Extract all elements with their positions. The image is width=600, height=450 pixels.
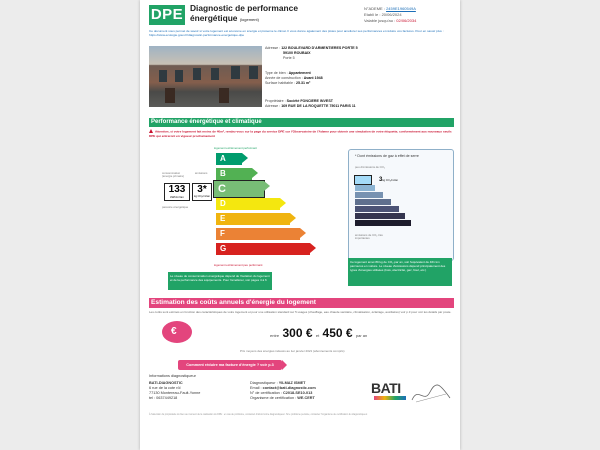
ges-value-box (192, 183, 212, 201)
passoire-label: passoire énergétique (162, 205, 189, 209)
ges-panel (348, 149, 454, 261)
ges-class-g (355, 220, 411, 226)
title-line-2: énergétique (190, 12, 238, 23)
price-note: Prix moyens des énergies indexés au 1er janvier 2021 (abonnements compris) (240, 349, 345, 353)
address-line-2: 59100 ROUBAIX (283, 50, 311, 55)
energy-unit: kWh/m²/an (170, 195, 184, 199)
performance-section-title: Performance énergétique et climatique (149, 118, 454, 127)
emissions-label: émissions (195, 171, 208, 175)
ges-class-c (355, 192, 383, 198)
energy-value-box (164, 183, 190, 201)
document-title (190, 4, 298, 24)
ges-high-label: émissions de CO₂ très importantes (355, 233, 383, 241)
piggy-bank-icon: € (162, 321, 192, 343)
costs-description: Les coûts sont estimés en fonction des caractéristiques de votre logement et pour une utilisation standard sur 5 usages (chauffage, eau chaude sanitaire, climatisation, éclairage, auxiliaires) voir p.3 pour voir les détails par poste. (149, 310, 452, 314)
legal-notice: À l'attention du propriétaire du bien au moment de la réalisation du DPE : en cas de problème, contactez d'abord votre diagnostiqueur. Si le problème persiste, contactez l'organisme de certification du diagnostiqueur. (149, 414, 368, 416)
annual-cost-range: entre 300 € et 450 € par an (270, 326, 368, 340)
ges-low-label: peu d'émissions de CO₂ (355, 165, 385, 169)
established-date: Etabli le : 20/06/2024 (364, 12, 402, 17)
ges-number: 3kg CO₂/m²/an (379, 177, 399, 183)
ademe-link[interactable]: 2459E1960549A (386, 6, 416, 11)
owner-block: Propriétaire : Société FONCIERE INVEST Adresse : 169 RUE DE LA ROQUETTE 75011 PARIS 11 (265, 99, 356, 108)
diagnostician-section-label: Informations diagnostiqueur (149, 374, 196, 378)
emissions-note: Ce logement émet 89 kg de CO₂ par an, soit l'équivalent de 461 km parcourus en voiture. Le niveau d'émissions dépend principalement des types d'énergies utilisées (bois, électricité, gaz, fioul, etc.) (348, 258, 452, 286)
ges-class-a (355, 176, 371, 184)
energy-class-letter: B (220, 169, 226, 178)
title-suffix: (logement) (239, 16, 259, 22)
energy-class-g (216, 243, 310, 255)
energy-class-letter: G (220, 244, 227, 253)
size-alert: Attention, si votre logement fait moins de 40m², rendez-vous sur la page du service DPE sur l'Observatoire de l'Ademe pour obtenir une simulation de votre étiquette, conformément aux nouveaux seuils DPE qui entreront en vigueur prochainement (149, 129, 452, 138)
energy-class-f (216, 228, 300, 240)
diagnostician-email[interactable]: contact@bati-diagnostic.com (262, 385, 316, 390)
energy-class-letter: C (218, 183, 226, 195)
valid-until-date: Valable jusqu'au : 02/06/2034 (364, 18, 417, 23)
reduce-bill-link[interactable]: Comment réduire ma facture d'énergie ? voir p.3 (178, 360, 282, 370)
dpe-logo: DPE (150, 6, 184, 23)
ges-panel-title: * Dont émissions de gaz à effet de serre (355, 154, 419, 158)
dpe-document (140, 0, 460, 450)
energy-class-letter: A (220, 154, 226, 163)
address-line-3: Porte 5 (283, 55, 295, 60)
energy-value: 133 (168, 184, 186, 195)
ges-unit: kg CO₂/m²/an (194, 195, 210, 198)
ges-class-f (355, 213, 405, 219)
property-details: Type de bien : Appartement Année de construction : Avant 1948 Surface habitable : 25.31 m² (265, 71, 323, 85)
intro-text: Ce document vous permet de savoir si votre logement est économe en énergie et préserve le climat. Il vous donne également des pistes pour améliorer ses performances et réduire vos factures. Pour en savoir plus : https://www.ecologie.gouv.fr/diagnostic-performance-energetique-dpe (149, 29, 444, 38)
top-scale-label: logement extrêmement performant (214, 146, 257, 150)
ademe-number: N°ADEME : 2459E1960549A (364, 6, 416, 11)
energy-class-letter: F (220, 229, 225, 238)
bati-logo-stripe (374, 396, 406, 400)
energy-class-d (216, 198, 280, 210)
property-photo (149, 46, 262, 107)
title-line-1: Diagnostic de performance (190, 3, 298, 13)
signature-image (410, 380, 452, 406)
energy-class-e (216, 213, 290, 225)
energy-class-c (214, 181, 264, 197)
energy-class-b (216, 168, 252, 180)
costs-section-title: Estimation des coûts annuels d'énergie du logement (149, 298, 454, 308)
diagnostician-details: Diagnostiqueur : YILMAZ ISMET Email : contact@bati-diagnostic.com N° de certification : C2018-SE10-013 Organisme de certification : WE.CERT (250, 381, 316, 400)
diagnostician-company: BATI-DIAGNOSTIC 6 rue de la cote rôl 77130 Montereau-Fault-Yonne tel : 0637449218 (149, 381, 201, 400)
warning-icon (149, 129, 153, 133)
consumption-label: consommation (énergie primaire) (162, 171, 185, 179)
energy-class-letter: D (220, 199, 226, 208)
ges-class-d (355, 199, 391, 205)
ges-class-b (355, 185, 375, 191)
energy-class-a (216, 153, 242, 165)
address-block: Adresse : 122 BOULEVARD D'ARMENTIERES PORTE 5 59100 ROUBAIX Porte 5 (265, 46, 358, 60)
energy-note: Le niveau de consommation énergétique dépend de l'isolation du logement et de la performance des équipements. Pour l'améliorer, voir pages 4 à 6 (168, 272, 272, 290)
energy-class-letter: E (220, 214, 226, 223)
address-line-1: 122 BOULEVARD D'ARMENTIERES PORTE 5 (281, 46, 358, 50)
ges-value: 3* (197, 184, 207, 195)
cost-high: 450 € (322, 326, 353, 340)
bottom-scale-label: logement extrêmement peu performant (214, 263, 263, 267)
cost-low: 300 € (282, 326, 313, 340)
bati-logo: BATI (371, 380, 401, 396)
ges-class-e (355, 206, 399, 212)
